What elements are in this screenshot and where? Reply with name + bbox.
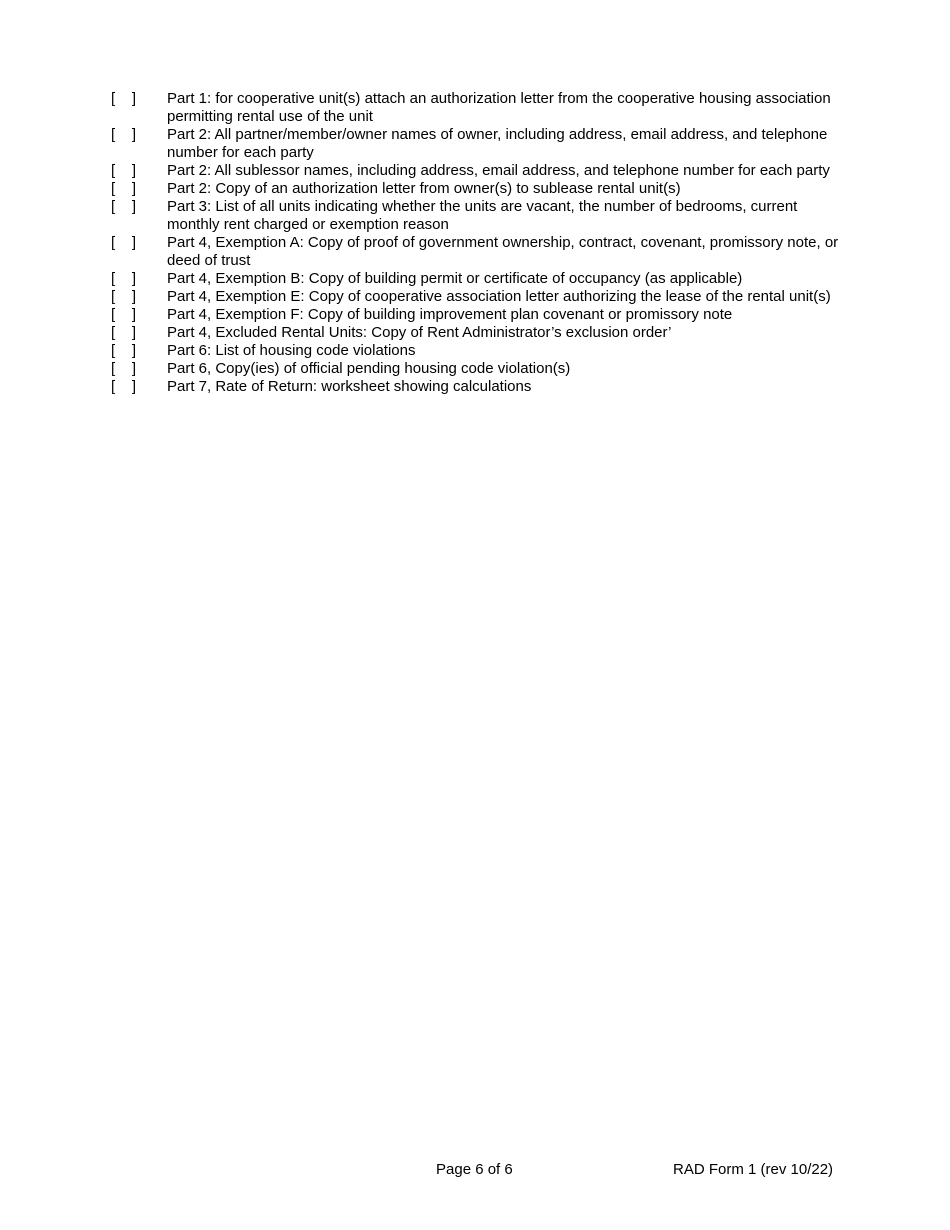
- checklist-item: [111, 288, 841, 306]
- checklist-item-text: Part 4, Excluded Rental Units: Copy of Rent Administrator’s exclusion order’: [167, 324, 672, 341]
- checklist-item-text: Part 6, Copy(ies) of official pending housing code violation(s): [167, 360, 571, 377]
- checklist-item-text: Part 4, Exemption E: Copy of cooperative association letter authorizing the lease of the rental unit(s): [167, 288, 831, 305]
- checklist-item: [111, 90, 841, 126]
- checklist-item-text: Part 2: Copy of an authorization letter from owner(s) to sublease rental unit(s): [167, 180, 681, 197]
- checklist-item: [111, 342, 841, 360]
- checkbox-brackets[interactable]: [ ]: [111, 342, 137, 359]
- checkbox-brackets[interactable]: [ ]: [111, 306, 137, 323]
- checkbox-brackets[interactable]: [ ]: [111, 180, 137, 197]
- checkbox-brackets[interactable]: [ ]: [111, 378, 137, 395]
- checkbox-brackets[interactable]: [ ]: [111, 234, 137, 251]
- checkbox-brackets[interactable]: [ ]: [111, 288, 137, 305]
- checklist-item: [111, 126, 841, 162]
- page-footer: [0, 1161, 950, 1181]
- checkbox-brackets[interactable]: [ ]: [111, 126, 137, 143]
- checklist-item-text: Part 7, Rate of Return: worksheet showing calculations: [167, 378, 532, 395]
- checklist-item: [111, 324, 841, 342]
- checklist-item-text: Part 4, Exemption B: Copy of building permit or certificate of occupancy (as applicable): [167, 270, 743, 287]
- checklist-item-text: Part 2: All partner/member/owner names of owner, including address, email address, and telephone number for each party: [167, 126, 828, 161]
- checkbox-brackets[interactable]: [ ]: [111, 198, 137, 215]
- checkbox-brackets[interactable]: [ ]: [111, 360, 137, 377]
- checklist-item: [111, 198, 841, 234]
- checklist-item: [111, 378, 841, 396]
- checklist-item-text: Part 1: for cooperative unit(s) attach an authorization letter from the cooperative housing association permitting rental use of the unit: [167, 90, 831, 125]
- checklist-item-text: Part 4, Exemption A: Copy of proof of government ownership, contract, covenant, promissory note, or deed of trust: [167, 234, 839, 269]
- checkbox-brackets[interactable]: [ ]: [111, 324, 137, 341]
- checklist-item-text: Part 2: All sublessor names, including address, email address, and telephone number for each party: [167, 162, 830, 179]
- page-number: Page 6 of 6: [436, 1161, 513, 1178]
- checklist-item: [111, 234, 841, 270]
- checklist-item-text: Part 6: List of housing code violations: [167, 342, 416, 359]
- form-revision-label: RAD Form 1 (rev 10/22): [673, 1161, 834, 1178]
- checklist-item: [111, 180, 841, 198]
- checklist-item-text: Part 4, Exemption F: Copy of building improvement plan covenant or promissory note: [167, 306, 733, 323]
- checklist-item: [111, 162, 841, 180]
- checkbox-brackets[interactable]: [ ]: [111, 270, 137, 287]
- checklist-item: [111, 306, 841, 324]
- checklist-item: [111, 360, 841, 378]
- attachments-checklist: [111, 90, 841, 396]
- checkbox-brackets[interactable]: [ ]: [111, 162, 137, 179]
- checkbox-brackets[interactable]: [ ]: [111, 90, 137, 107]
- checklist-item: [111, 270, 841, 288]
- checklist-item-text: Part 3: List of all units indicating whether the units are vacant, the number of bedrooms, current monthly rent charged or exemption reason: [167, 198, 798, 233]
